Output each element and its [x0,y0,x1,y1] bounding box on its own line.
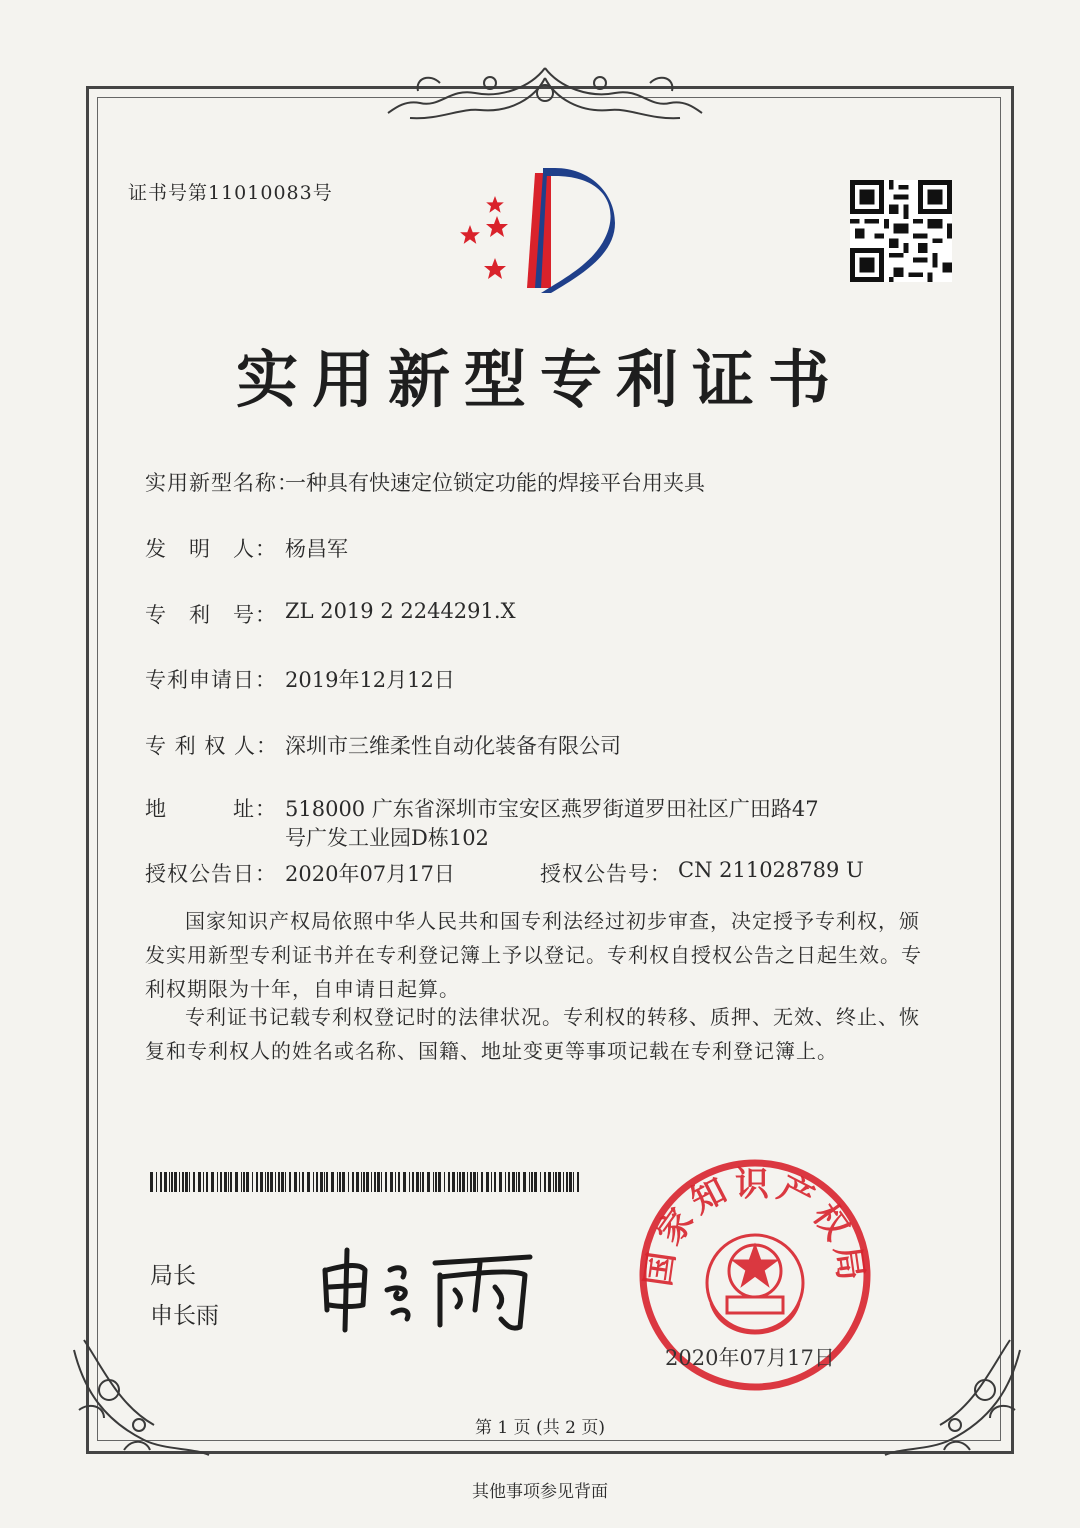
inventor-value: 杨昌军 [285,537,348,561]
barcode [150,1172,580,1192]
seal-date: 2020年07月17日 [665,1346,835,1370]
filing-date-label: 专利申请日： [145,668,277,692]
inventor-label: 发 明 人： [145,537,277,561]
address-line-2: 号广发工业园D栋102 [285,826,489,850]
patent-number-value: ZL 2019 2 2244291.X [285,599,516,623]
filing-date-value: 2019年12月12日 [285,668,455,692]
paragraph-legal-status: 专利证书记载专利权登记时的法律状况。专利权的转移、质押、无效、终止、恢复和专利权人的姓名或名称、国籍、地址变更等事项记载在专利登记簿上。 [145,1005,920,1063]
back-note: 其他事项参见背面 [472,1482,608,1502]
top-ornament [380,58,710,128]
patentee-value: 深圳市三维柔性自动化装备有限公司 [285,734,621,758]
grant-date-value: 2020年07月17日 [285,862,455,886]
grant-date-label: 授权公告日： [145,862,277,886]
paragraph-grant-statement: 国家知识产权局依照中华人民共和国专利法经过初步审查，决定授予专利权，颁发实用新型专利证书并在专利登记簿上予以登记。专利权自授权公告之日起生效。专利权期限为十年，自申请日起算。 [145,909,922,1001]
grant-number-label: 授权公告号： [540,862,672,886]
patent-number-label: 专 利 号： [145,603,277,627]
grant-number-value: CN 211028789 U [678,858,864,882]
utility-model-name-value: 一种具有快速定位锁定功能的焊接平台用夹具 [285,471,705,495]
qr-code [850,180,952,282]
certificate-number: 证书号第11010083号 [128,182,333,204]
handwritten-signature [315,1235,545,1335]
address-line-1: 518000 广东省深圳市宝安区燕罗街道罗田社区广田路47 [285,797,819,821]
signatory-role: 局长 [150,1263,196,1289]
patentee-label: 专 利 权 人： [145,734,279,758]
page-indicator: 第 1 页 (共 2 页) [475,1418,605,1438]
certificate-title: 实用新型专利证书 [235,343,844,416]
bottom-right-ornament [880,1330,1030,1470]
address-label: 地 址： [145,797,277,821]
seal-text: 国家知识产权局 [638,1164,872,1289]
signatory-name: 申长雨 [150,1303,219,1329]
bottom-left-ornament [64,1330,214,1470]
cnipa-logo-icon [455,168,625,298]
utility-model-name-label: 实用新型名称： [145,471,299,495]
